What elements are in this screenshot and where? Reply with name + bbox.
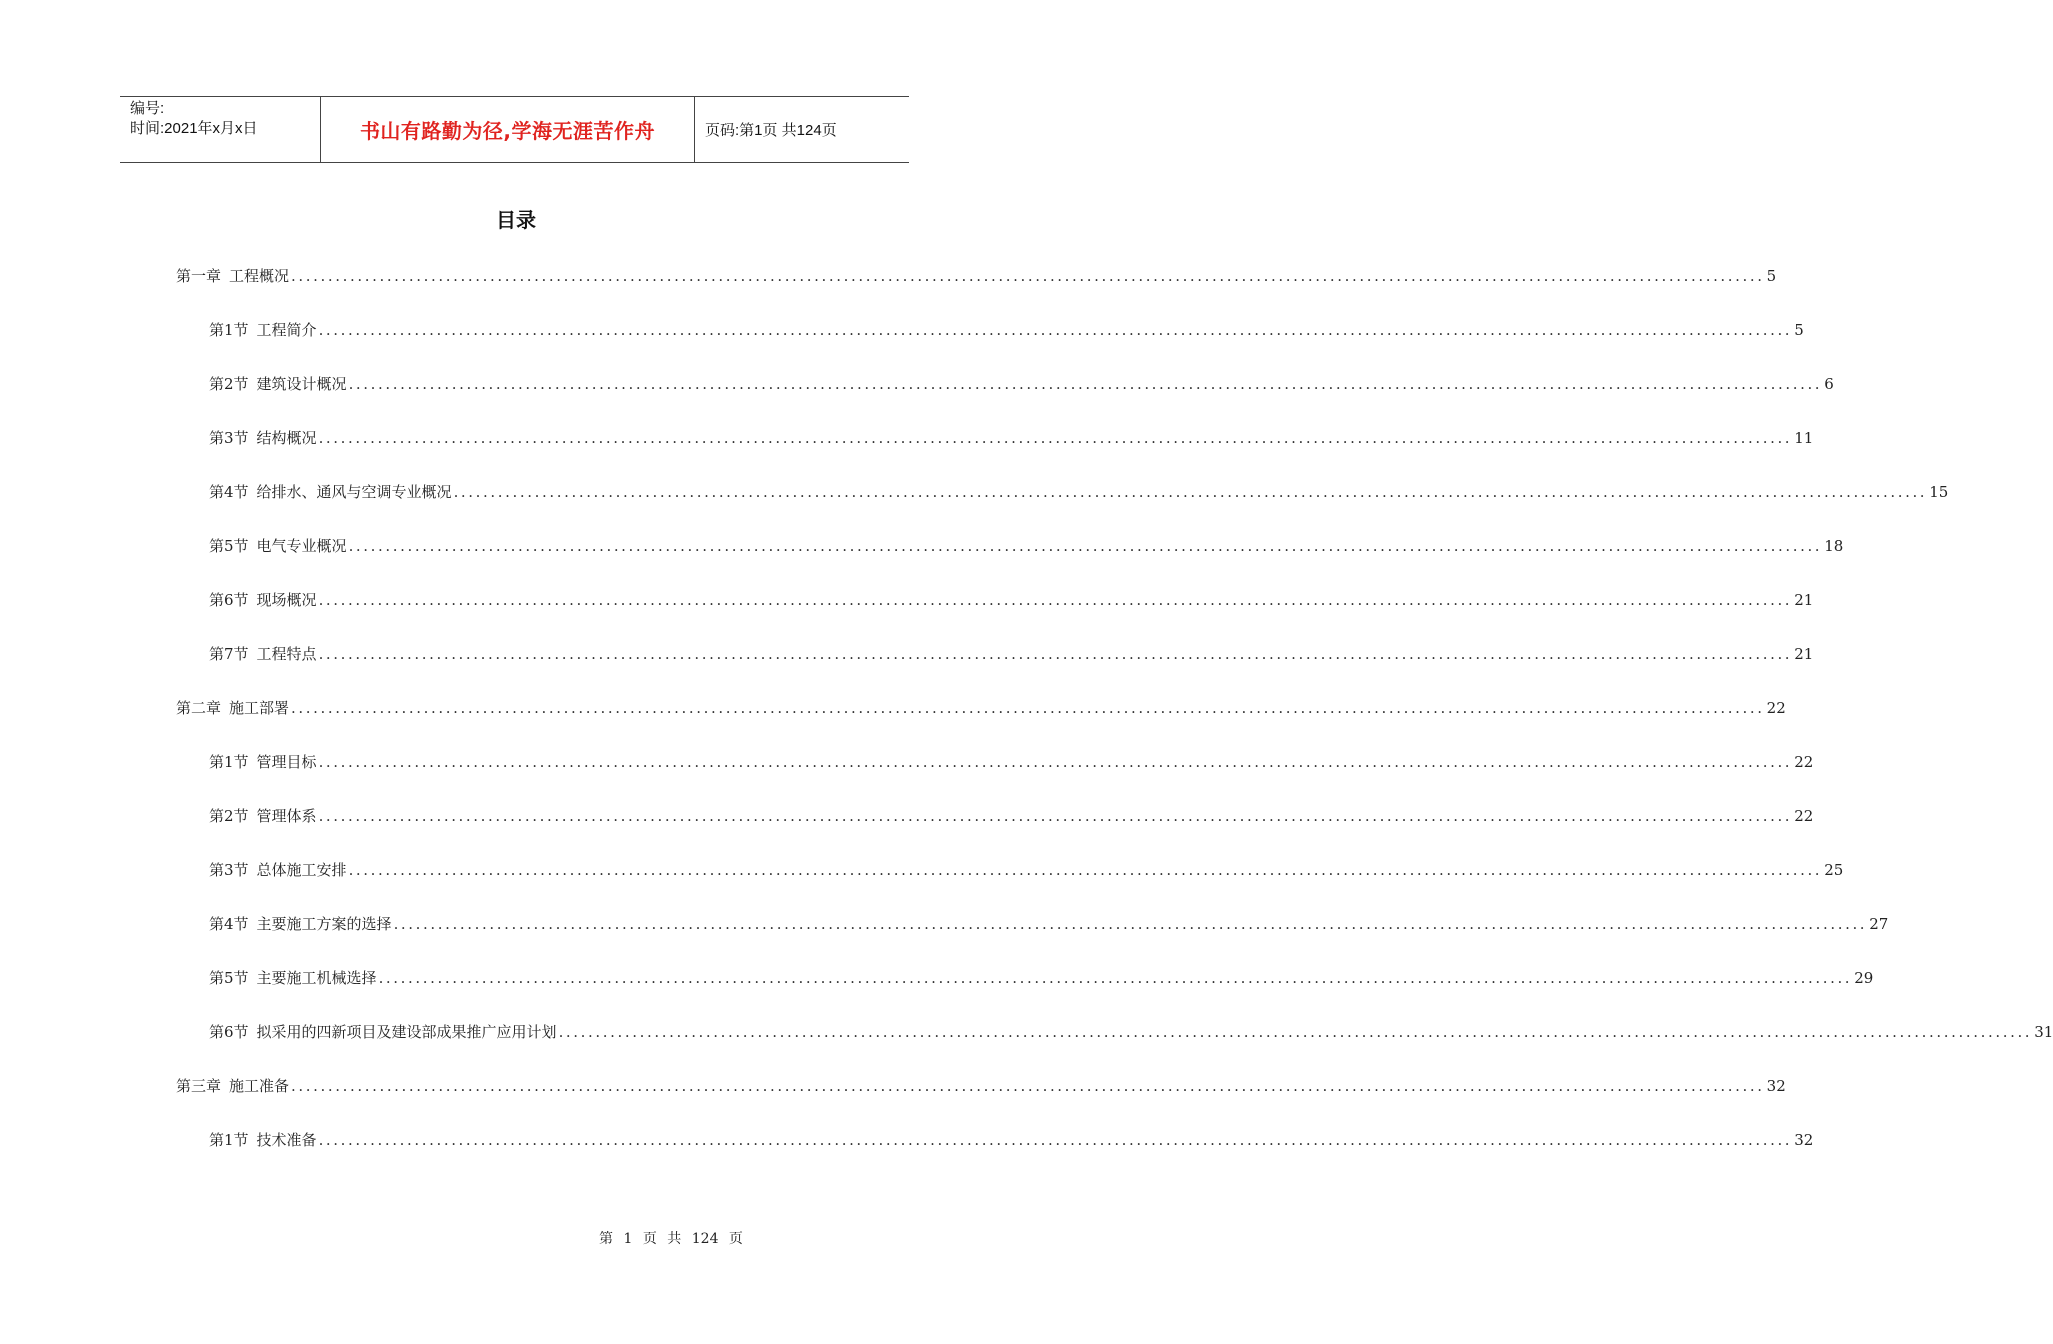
header-number-label: 编号:	[130, 100, 165, 117]
toc-entry-label	[176, 264, 289, 288]
toc-entry[interactable]	[209, 318, 1804, 342]
toc-entry-title: 技术准备	[256, 1131, 317, 1149]
toc-dot-leader: ........................................................................................................................................................................................................	[393, 915, 1868, 933]
toc-entry[interactable]	[176, 264, 1777, 288]
toc-entry-label	[209, 858, 347, 882]
toc-entry-page: 32	[1794, 1131, 1814, 1149]
toc-entry-title: 给排水、通风与空调专业概况	[256, 483, 452, 501]
toc-entry-page: 21	[1794, 591, 1814, 609]
toc-entry-page: 5	[1766, 267, 1777, 285]
toc-entry-page: 22	[1794, 753, 1814, 771]
toc-entry-page: 22	[1766, 699, 1786, 717]
toc-entry-number: 第2节	[209, 807, 249, 825]
toc-dot-leader: ........................................................................................................................................................................................................	[348, 537, 1823, 555]
toc-entry-page: 22	[1794, 807, 1814, 825]
toc-dot-leader: ........................................................................................................................................................................................................	[453, 483, 1928, 501]
toc-entry-number: 第6节	[209, 591, 249, 609]
toc-entry-number: 第5节	[209, 537, 249, 555]
toc-entry-number: 第5节	[209, 969, 249, 987]
toc-entry-number: 第6节	[209, 1023, 249, 1041]
toc-entry-label	[209, 480, 452, 504]
toc-entry-title: 施工准备	[229, 1077, 290, 1095]
toc-entry-title: 现场概况	[256, 591, 317, 609]
header-meta-cell	[120, 97, 321, 162]
toc-entry[interactable]	[209, 1128, 1814, 1152]
toc-entry[interactable]	[209, 426, 1814, 450]
toc-entry-title: 施工部署	[229, 699, 290, 717]
toc-entry-number: 第1节	[209, 1131, 249, 1149]
toc-entry-title: 总体施工安排	[256, 861, 347, 879]
toc-title: 目录	[496, 208, 536, 232]
toc-entry-label	[176, 1074, 289, 1098]
toc-dot-leader: ........................................................................................................................................................................................................	[318, 429, 1793, 447]
toc-entry-label	[209, 912, 392, 936]
toc-entry-title: 主要施工机械选择	[256, 969, 377, 987]
toc-entry[interactable]	[209, 966, 1874, 990]
toc-entry[interactable]	[209, 1020, 2053, 1044]
toc-entry-page: 27	[1869, 915, 1889, 933]
toc-entry-number: 第1节	[209, 753, 249, 771]
toc-entry-label	[209, 426, 317, 450]
toc-entry-page: 15	[1929, 483, 1949, 501]
toc-dot-leader: ........................................................................................................................................................................................................	[348, 375, 1823, 393]
toc-entry-number: 第二章	[176, 699, 222, 717]
toc-entry-title: 电气专业概况	[256, 537, 347, 555]
toc-entry-label	[209, 318, 317, 342]
toc-entry-label	[209, 804, 317, 828]
toc-dot-leader: ........................................................................................................................................................................................................	[291, 699, 1765, 717]
toc-entry-page: 32	[1766, 1077, 1786, 1095]
toc-dot-leader: ........................................................................................................................................................................................................	[318, 645, 1793, 663]
toc-entry-label	[209, 966, 377, 990]
toc-dot-leader: ........................................................................................................................................................................................................	[318, 753, 1793, 771]
toc-entry-page: 5	[1794, 321, 1804, 339]
toc-entry-title: 建筑设计概况	[256, 375, 347, 393]
toc-dot-leader: ........................................................................................................................................................................................................	[291, 267, 1765, 285]
header-page-info: 页码:第1页 共124页	[705, 122, 837, 139]
toc-entry-label	[209, 1020, 557, 1044]
toc-entry-page: 25	[1824, 861, 1844, 879]
header-motto: 书山有路勤为径,学海无涯苦作舟	[321, 97, 695, 162]
toc-entry[interactable]	[209, 480, 1949, 504]
toc-entry[interactable]	[209, 804, 1814, 828]
toc-entry-title: 拟采用的四新项目及建设部成果推广应用计划	[256, 1023, 557, 1041]
toc-entry-label	[209, 588, 317, 612]
toc-entry-title: 管理目标	[256, 753, 317, 771]
toc-entry[interactable]	[209, 534, 1844, 558]
toc-entry-label	[209, 642, 317, 666]
toc-dot-leader: ........................................................................................................................................................................................................	[348, 861, 1823, 879]
toc-entry-label	[176, 696, 289, 720]
page-footer: 第 1 页 共 124 页	[599, 1231, 743, 1247]
toc-entry[interactable]	[209, 750, 1814, 774]
toc-entry[interactable]	[209, 372, 1834, 396]
toc-dot-leader: ........................................................................................................................................................................................................	[318, 591, 1793, 609]
toc-entry-number: 第3节	[209, 429, 249, 447]
toc-dot-leader: ........................................................................................................................................................................................................	[318, 1131, 1793, 1149]
toc-entry[interactable]	[209, 858, 1844, 882]
toc-entry-page: 18	[1824, 537, 1844, 555]
toc-dot-leader: ........................................................................................................................................................................................................	[378, 969, 1853, 987]
toc-entry-title: 主要施工方案的选择	[256, 915, 392, 933]
toc-entry-number: 第4节	[209, 483, 249, 501]
toc-entry-page: 6	[1824, 375, 1834, 393]
toc-dot-leader: ........................................................................................................................................................................................................	[318, 321, 1793, 339]
toc-entry-label	[209, 750, 317, 774]
toc-entry[interactable]	[209, 588, 1814, 612]
toc-entry-title: 管理体系	[256, 807, 317, 825]
toc-entry-label	[209, 534, 347, 558]
toc-entry[interactable]	[176, 696, 1786, 720]
toc-entry-number: 第7节	[209, 645, 249, 663]
toc-entry-title: 工程概况	[229, 267, 290, 285]
toc-entry[interactable]	[176, 1074, 1786, 1098]
toc-entry-number: 第2节	[209, 375, 249, 393]
toc-entry-label	[209, 372, 347, 396]
toc-entry-page: 11	[1794, 429, 1814, 447]
toc-entry-title: 结构概况	[256, 429, 317, 447]
toc-dot-leader: ........................................................................................................................................................................................................	[291, 1077, 1765, 1095]
toc-entry[interactable]	[209, 642, 1814, 666]
toc-entry-number: 第3节	[209, 861, 249, 879]
toc-entry-title: 工程特点	[256, 645, 317, 663]
toc-entry-number: 第一章	[176, 267, 222, 285]
toc-entry-title: 工程简介	[256, 321, 317, 339]
toc-entry-number: 第1节	[209, 321, 249, 339]
toc-dot-leader: ........................................................................................................................................................................................................	[318, 807, 1793, 825]
toc-entry[interactable]	[209, 912, 1889, 936]
toc-entry-page: 21	[1794, 645, 1814, 663]
toc-entry-page: 29	[1854, 969, 1874, 987]
toc-entry-label	[209, 1128, 317, 1152]
header-time-label: 时间:2021年x月x日	[130, 120, 258, 137]
document-header	[120, 96, 909, 163]
toc-entry-page: 31	[2034, 1023, 2053, 1041]
toc-entry-number: 第三章	[176, 1077, 222, 1095]
toc-entry-number: 第4节	[209, 915, 249, 933]
toc-dot-leader: ........................................................................................................................................................................................................	[558, 1023, 2033, 1041]
